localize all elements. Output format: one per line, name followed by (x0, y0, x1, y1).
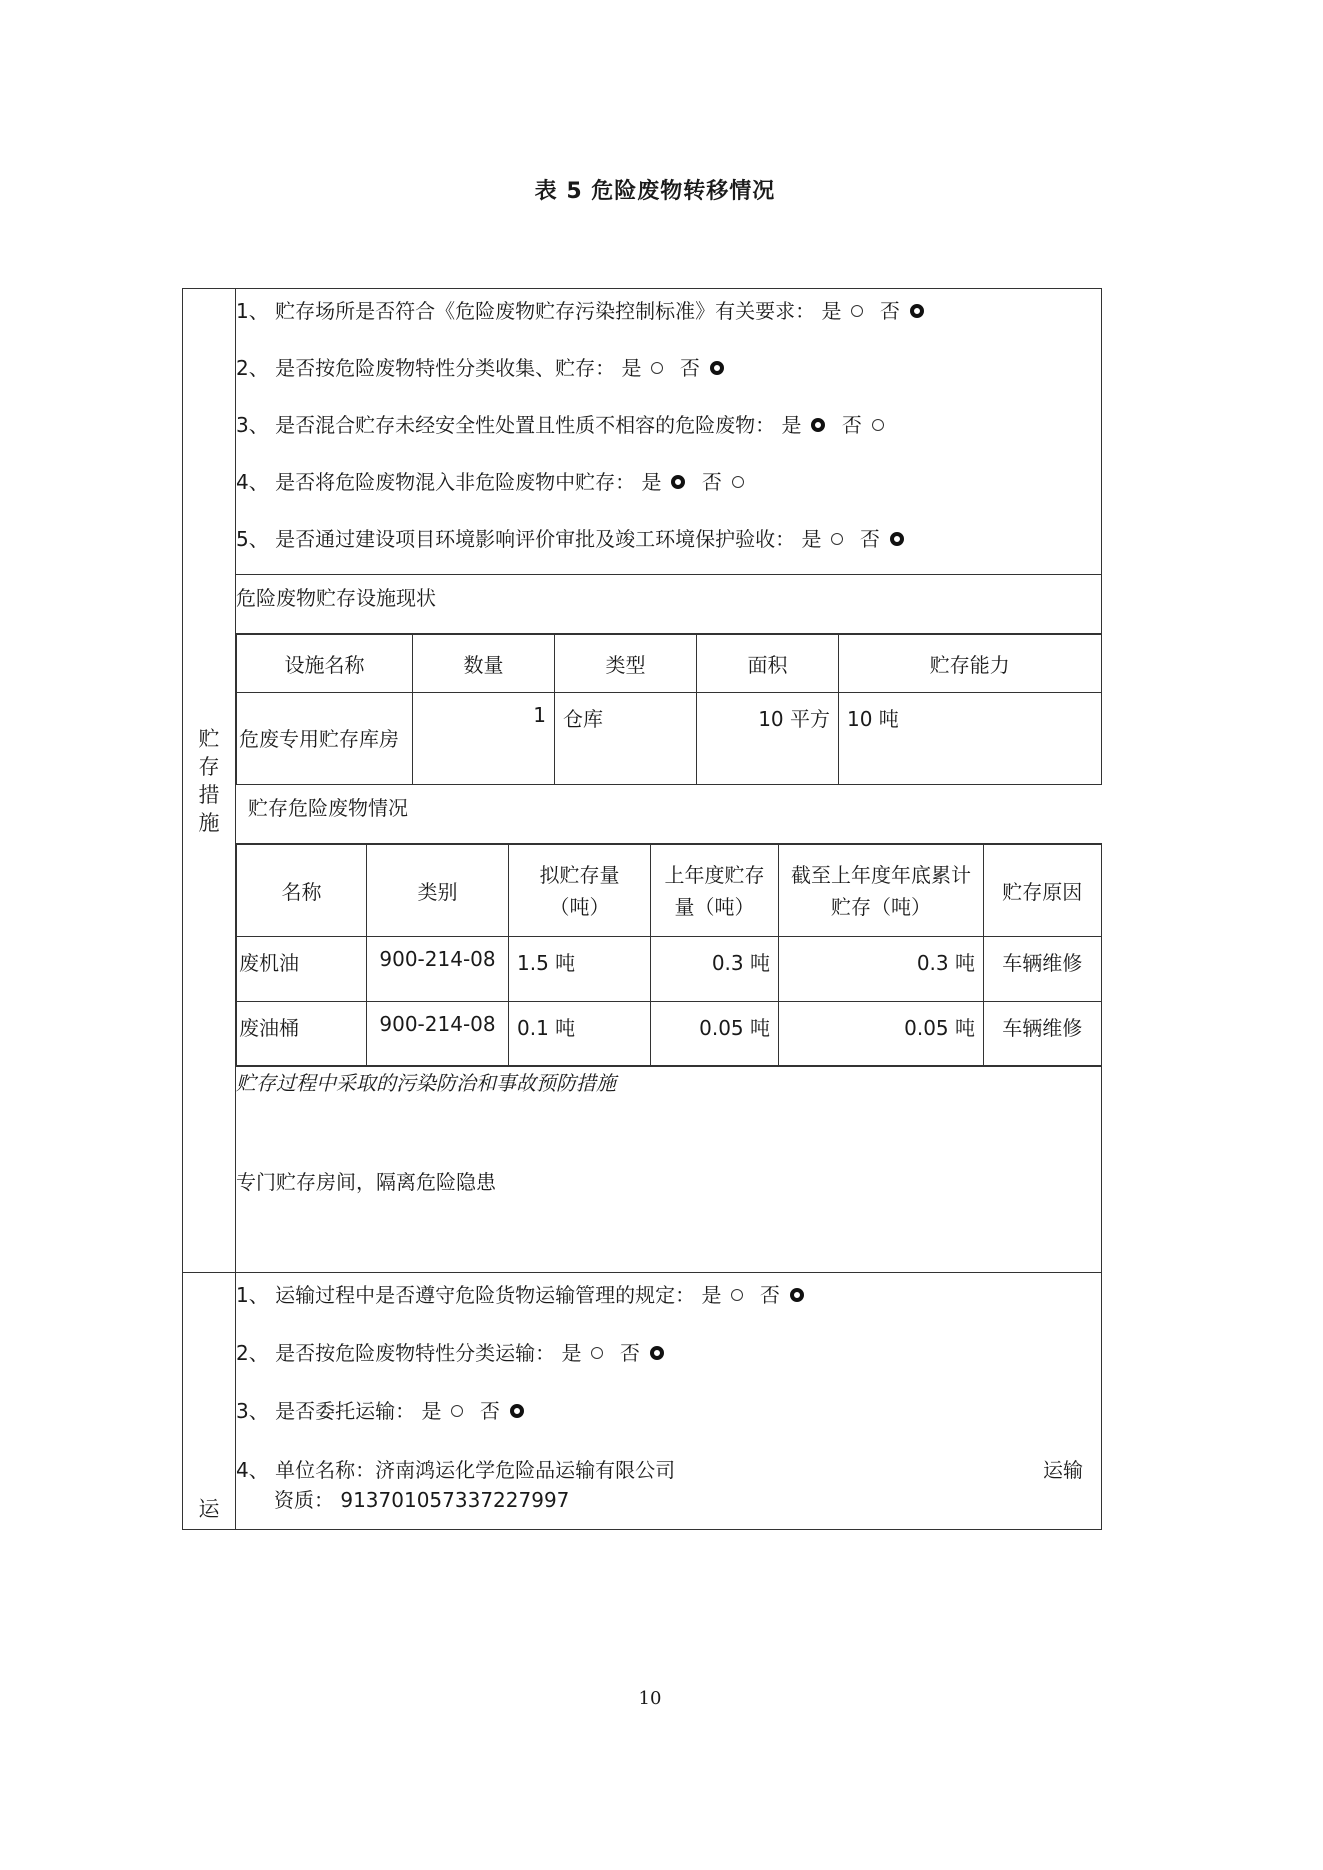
radio-yes-icon[interactable] (851, 305, 863, 317)
column-header: 数量 (413, 635, 555, 693)
waste-name: 废机油 (237, 937, 367, 1002)
waste-name: 废油桶 (237, 1002, 367, 1066)
waste-header-row (237, 845, 1102, 937)
column-header: 拟贮存量（吨） (509, 845, 651, 937)
waste-reason: 车辆维修 (984, 937, 1102, 1002)
radio-yes-icon[interactable] (451, 1405, 463, 1417)
storage-questions (236, 289, 1102, 575)
radio-no-selected-icon[interactable] (890, 532, 904, 546)
waste-last-year: 0.05 吨 (651, 1002, 779, 1066)
facility-section-header: 危险废物贮存设施现状 (236, 575, 1102, 634)
measures-label: 贮存过程中采取的污染防治和事故预防措施 (236, 1071, 616, 1095)
transport-qualification: 资质： 91370105733722799​7 (274, 1488, 570, 1512)
waste-section-cell (236, 785, 1102, 1067)
facility-capacity: 10 吨 (839, 693, 1102, 785)
facility-name: 危废专用贮存库房 (237, 693, 413, 785)
radio-yes-icon[interactable] (731, 1289, 743, 1301)
measures-value: 专门贮存房间，隔离危险隐患 (236, 1170, 496, 1194)
transport-side-label: 运 (198, 1497, 220, 1521)
column-header: 贮存能力 (839, 635, 1102, 693)
transport-questions (236, 1273, 1102, 1530)
measures-cell (236, 1067, 1102, 1273)
waste-cumulative: 0.05 吨 (779, 1002, 984, 1066)
transport-right-label: 运输 (1043, 1458, 1083, 1482)
waste-planned: 1.5 吨 (509, 937, 651, 1002)
waste-category: 900-214-08 (367, 1002, 509, 1066)
page-number: 10 (638, 1688, 662, 1709)
transport-unit (236, 1447, 1101, 1529)
column-header: 贮存原因 (984, 845, 1102, 937)
facility-header-row (237, 635, 1102, 693)
storage-side-cell (183, 289, 236, 1273)
facility-area: 10 平方 (697, 693, 839, 785)
column-header: 类型 (555, 635, 697, 693)
column-header: 名称 (237, 845, 367, 937)
waste-section-header: 贮存危险废物情况 (236, 785, 1102, 844)
waste-cumulative: 0.3 吨 (779, 937, 984, 1002)
waste-row (237, 1002, 1102, 1066)
transfer-table (182, 288, 1102, 1530)
radio-no-selected-icon[interactable] (710, 361, 724, 375)
waste-category: 900-214-08 (367, 937, 509, 1002)
storage-question: 3、 是否混合贮存未经安全性处置且性质不相容的危险废物： 是 否 (236, 403, 1101, 460)
waste-row (237, 937, 1102, 1002)
radio-yes-selected-icon[interactable] (811, 418, 825, 432)
radio-no-selected-icon[interactable] (510, 1404, 524, 1418)
transport-side-cell (183, 1273, 236, 1530)
transport-unit-label: 4、 单位名称：济南鸿运化学危险品运输有限公司 (236, 1458, 676, 1482)
storage-question: 2、 是否按危险废物特性分类收集、贮存： 是 否 (236, 346, 1101, 403)
column-header: 类别 (367, 845, 509, 937)
waste-reason: 车辆维修 (984, 1002, 1102, 1066)
radio-no-icon[interactable] (732, 476, 744, 488)
radio-no-selected-icon[interactable] (650, 1346, 664, 1360)
storage-question: 1、 贮存场所是否符合《危险废物贮存污染控制标准》有关要求： 是 否 (236, 289, 1101, 346)
waste-planned: 0.1 吨 (509, 1002, 651, 1066)
transport-question: 1、 运输过程中是否遵守危险货物运输管理的规定： 是 否 (236, 1273, 1101, 1331)
radio-no-icon[interactable] (872, 419, 884, 431)
radio-no-selected-icon[interactable] (910, 304, 924, 318)
waste-last-year: 0.3 吨 (651, 937, 779, 1002)
column-header: 设施名称 (237, 635, 413, 693)
transport-question: 2、 是否按危险废物特性分类运输： 是 否 (236, 1331, 1101, 1389)
column-header: 面积 (697, 635, 839, 693)
storage-question: 5、 是否通过建设项目环境影响评价审批及竣工环境保护验收： 是 否 (236, 517, 1101, 574)
page-title: 表 5 危险废物转移情况 (534, 179, 776, 204)
radio-yes-selected-icon[interactable] (671, 475, 685, 489)
column-header: 上年度贮存量（吨） (651, 845, 779, 937)
transport-question: 3、 是否委托运输： 是 否 (236, 1389, 1101, 1447)
facility-table (236, 634, 1102, 785)
storage-question: 4、 是否将危险废物混入非危险废物中贮存： 是 否 (236, 460, 1101, 517)
facility-count: 1 (413, 693, 555, 785)
radio-yes-icon[interactable] (591, 1347, 603, 1359)
column-header: 截至上年度年底累计贮存（吨） (779, 845, 984, 937)
radio-no-selected-icon[interactable] (790, 1288, 804, 1302)
facility-type: 仓库 (555, 693, 697, 785)
radio-yes-icon[interactable] (651, 362, 663, 374)
facility-row (237, 693, 1102, 785)
waste-table (236, 844, 1102, 1066)
storage-side-label: 贮存措施 (198, 726, 220, 835)
facility-table-cell (236, 634, 1102, 786)
radio-yes-icon[interactable] (831, 533, 843, 545)
